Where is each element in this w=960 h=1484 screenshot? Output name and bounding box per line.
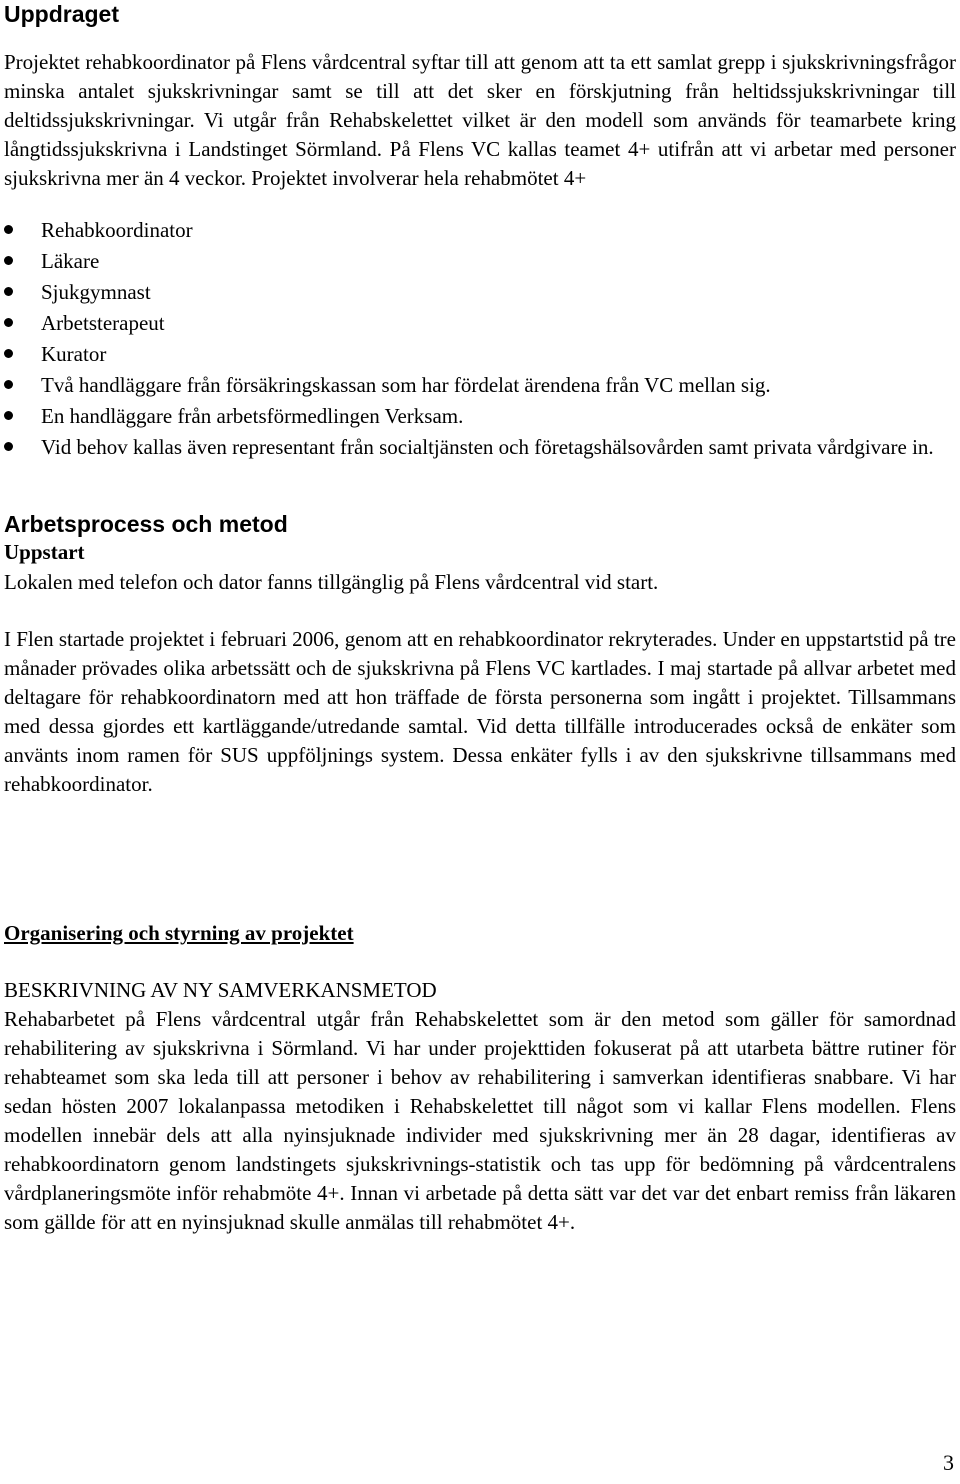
list-item: Arbetsterapeut (4, 308, 956, 339)
section-heading-organisering: Organisering och styrning av projektet (4, 921, 354, 945)
bullet-icon (4, 349, 13, 358)
list-item: En handläggare från arbetsförmedlingen Verksam. (4, 401, 956, 432)
bullet-icon (4, 287, 13, 296)
list-item: Två handläggare från försäkringskassan som har fördelat ärendena från VC mellan sig. (4, 370, 956, 401)
section-heading-uppdraget: Uppdraget (4, 1, 119, 27)
bullet-icon (4, 225, 13, 234)
team-roles-list (4, 215, 956, 462)
uppdraget-intro-paragraph: Projektet rehabkoordinator på Flens vårdcentral syftar till att genom att ta ett samlat grepp i sjukskrivningsfrågor minska antalet sjukskrivningar samt se till att det sker en förskjutning från heltidssjukskrivningar till deltidssjukskrivningar. Vi utgår från Rehabskelettet vilket är den modell som används för teamarbete kring långtidssjukskrivna i Landstinget Sörmland. På Flens VC kallas teamet 4+ utifrån att vi arbetar med personer sjukskrivna mer än 4 veckor. Projektet involverar hela rehabmötet 4+ (4, 50, 956, 190)
section-heading-arbetsprocess: Arbetsprocess och metod (4, 511, 288, 537)
bullet-icon (4, 442, 13, 451)
list-item: Kurator (4, 339, 956, 370)
list-item: Rehabkoordinator (4, 215, 956, 246)
bullet-icon (4, 411, 13, 420)
bullet-icon (4, 318, 13, 327)
subheading-uppstart: Uppstart (4, 540, 85, 564)
list-item: Läkare (4, 246, 956, 277)
bullet-icon (4, 256, 13, 265)
subheading-samverkansmetod: BESKRIVNING AV NY SAMVERKANSMETOD (4, 978, 437, 1002)
list-item: Sjukgymnast (4, 277, 956, 308)
document-page (4, 0, 956, 1237)
list-item: Vid behov kallas även representant från socialtjänsten och företagshälsovården samt privata vårdgivare in. (4, 432, 956, 462)
organisering-paragraph-1: Rehabarbetet på Flens vårdcentral utgår från Rehabskelettet som är den metod som gäller för samordnad rehabilitering av sjukskrivna i Sörmland. Vi har under projekttiden fokuserat på att utarbeta bättre rutiner för rehabteamet som ska leda till att personer i behov av rehabilitering i samverkan identifieras snabbare. Vi har sedan hösten 2007 lokalanpassa metodiken i Rehabskelettet till något som vi kallar Flens modellen. Flens modellen innebär dels att alla nyinsjuknade individer med sjukskrivning mer än 28 dagar, identifieras av rehabkoordinatorn genom landstingets sjukskrivnings-statistik och tas upp för bedömning på vårdcentralens vårdplaneringsmöte inför rehabmöte 4+. Innan vi arbetade på detta sätt var det var det enbart remiss från läkaren som gällde för att en nyinsjuknad skulle anmälas till rehabmötet 4+. (4, 1007, 956, 1234)
bullet-icon (4, 380, 13, 389)
uppstart-paragraph-1: Lokalen med telefon och dator fanns tillgänglig på Flens vårdcentral vid start. (4, 570, 659, 594)
uppstart-paragraph-2: I Flen startade projektet i februari 2006, genom att en rehabkoordinator rekryterades. Under en uppstartstid på tre månader prövades olika arbetssätt och de sjukskrivna på Flens VC kartlades. I maj startade på allvar arbetet med deltagare för rehabkoordinatorn med att hon träffade de första personerna som ingått i projektet. Tillsammans med dessa gjordes ett kartläggande/utredande samtal. Vid detta tillfälle introducerades också de enkäter som använts inom ramen för SUS uppföljnings system. Dessa enkäter fylls i av den sjukskrivne tillsammans med rehabkoordinator. (4, 627, 956, 796)
page-number: 3 (943, 1450, 954, 1475)
